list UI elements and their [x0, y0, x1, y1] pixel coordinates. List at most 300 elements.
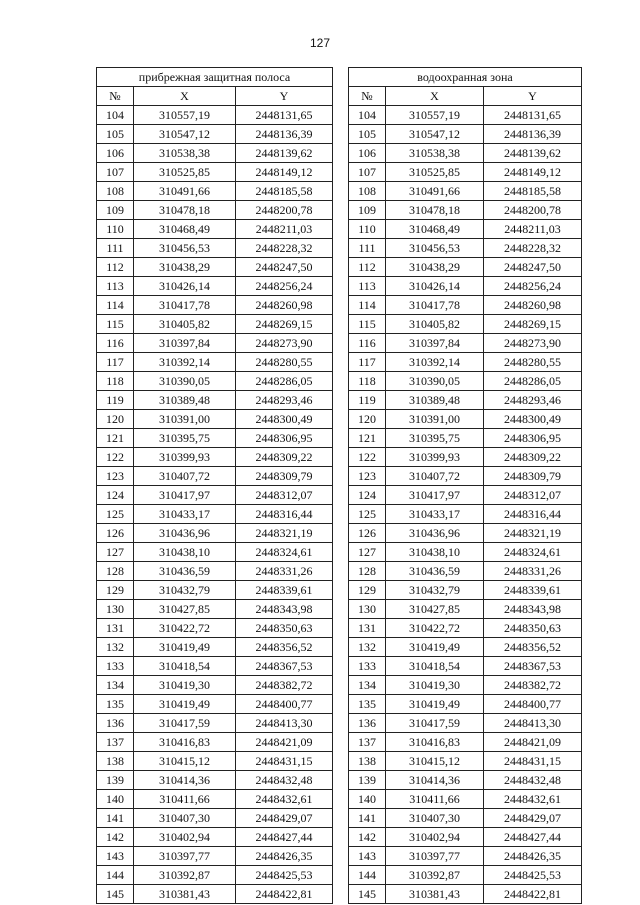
right-point-number-cell: 111 — [349, 239, 386, 258]
left-x-coordinate-cell: 310397,77 — [134, 847, 236, 866]
right-x-coordinate-cell: 310395,75 — [386, 429, 484, 448]
table-gap — [333, 543, 349, 562]
left-point-number-cell: 132 — [97, 638, 134, 657]
right-point-number-cell: 145 — [349, 885, 386, 904]
left-y-coordinate-cell: 2448432,48 — [236, 771, 333, 790]
right-point-number-cell: 113 — [349, 277, 386, 296]
right-header-y: Y — [484, 87, 582, 106]
table-row — [97, 847, 582, 866]
left-x-coordinate-cell: 310402,94 — [134, 828, 236, 847]
table-gap — [333, 695, 349, 714]
left-point-number-cell: 104 — [97, 106, 134, 125]
right-x-coordinate-cell: 310392,87 — [386, 866, 484, 885]
left-point-number-cell: 121 — [97, 429, 134, 448]
left-x-coordinate-cell: 310491,66 — [134, 182, 236, 201]
table-row — [97, 524, 582, 543]
table-gap — [333, 296, 349, 315]
left-point-number-cell: 112 — [97, 258, 134, 277]
left-x-coordinate-cell: 310456,53 — [134, 239, 236, 258]
table-gap — [333, 182, 349, 201]
right-point-number-cell: 136 — [349, 714, 386, 733]
left-point-number-cell: 142 — [97, 828, 134, 847]
left-x-coordinate-cell: 310478,18 — [134, 201, 236, 220]
table-row — [97, 239, 582, 258]
table-row — [97, 201, 582, 220]
right-point-number-cell: 138 — [349, 752, 386, 771]
table-gap — [333, 467, 349, 486]
table-row — [97, 391, 582, 410]
right-x-coordinate-cell: 310432,79 — [386, 581, 484, 600]
left-x-coordinate-cell: 310436,59 — [134, 562, 236, 581]
right-x-coordinate-cell: 310538,38 — [386, 144, 484, 163]
right-x-coordinate-cell: 310491,66 — [386, 182, 484, 201]
table-gap — [333, 600, 349, 619]
left-x-coordinate-cell: 310417,78 — [134, 296, 236, 315]
left-y-coordinate-cell: 2448350,63 — [236, 619, 333, 638]
left-point-number-cell: 105 — [97, 125, 134, 144]
right-y-coordinate-cell: 2448356,52 — [484, 638, 582, 657]
left-y-coordinate-cell: 2448228,32 — [236, 239, 333, 258]
left-point-number-cell: 108 — [97, 182, 134, 201]
left-y-coordinate-cell: 2448312,07 — [236, 486, 333, 505]
left-x-coordinate-cell: 310417,97 — [134, 486, 236, 505]
right-point-number-cell: 143 — [349, 847, 386, 866]
right-x-coordinate-cell: 310456,53 — [386, 239, 484, 258]
right-y-coordinate-cell: 2448429,07 — [484, 809, 582, 828]
table-gap — [333, 733, 349, 752]
table-gap — [333, 714, 349, 733]
right-y-coordinate-cell: 2448280,55 — [484, 353, 582, 372]
table-row — [97, 657, 582, 676]
right-point-number-cell: 139 — [349, 771, 386, 790]
table-gap — [333, 752, 349, 771]
table-row — [97, 144, 582, 163]
right-y-coordinate-cell: 2448185,58 — [484, 182, 582, 201]
right-x-coordinate-cell: 310427,85 — [386, 600, 484, 619]
left-point-number-cell: 144 — [97, 866, 134, 885]
left-point-number-cell: 130 — [97, 600, 134, 619]
table-row — [97, 543, 582, 562]
left-y-coordinate-cell: 2448343,98 — [236, 600, 333, 619]
right-y-coordinate-cell: 2448343,98 — [484, 600, 582, 619]
table-row — [97, 486, 582, 505]
left-y-coordinate-cell: 2448432,61 — [236, 790, 333, 809]
left-point-number-cell: 123 — [97, 467, 134, 486]
left-y-coordinate-cell: 2448425,53 — [236, 866, 333, 885]
right-y-coordinate-cell: 2448339,61 — [484, 581, 582, 600]
right-y-coordinate-cell: 2448413,30 — [484, 714, 582, 733]
left-x-coordinate-cell: 310397,84 — [134, 334, 236, 353]
left-y-coordinate-cell: 2448421,09 — [236, 733, 333, 752]
left-y-coordinate-cell: 2448309,79 — [236, 467, 333, 486]
left-x-coordinate-cell: 310392,87 — [134, 866, 236, 885]
right-x-coordinate-cell: 310557,19 — [386, 106, 484, 125]
table-gap — [333, 809, 349, 828]
left-point-number-cell: 131 — [97, 619, 134, 638]
right-y-coordinate-cell: 2448139,62 — [484, 144, 582, 163]
table-row — [97, 106, 582, 125]
left-point-number-cell: 126 — [97, 524, 134, 543]
right-y-coordinate-cell: 2448350,63 — [484, 619, 582, 638]
right-x-coordinate-cell: 310405,82 — [386, 315, 484, 334]
right-x-coordinate-cell: 310397,84 — [386, 334, 484, 353]
right-point-number-cell: 129 — [349, 581, 386, 600]
right-point-number-cell: 134 — [349, 676, 386, 695]
right-point-number-cell: 109 — [349, 201, 386, 220]
right-x-coordinate-cell: 310414,36 — [386, 771, 484, 790]
left-x-coordinate-cell: 310418,54 — [134, 657, 236, 676]
right-x-coordinate-cell: 310438,29 — [386, 258, 484, 277]
table-row — [97, 429, 582, 448]
left-point-number-cell: 109 — [97, 201, 134, 220]
table-body — [97, 106, 582, 904]
right-x-coordinate-cell: 310392,14 — [386, 353, 484, 372]
right-x-coordinate-cell: 310433,17 — [386, 505, 484, 524]
left-point-number-cell: 114 — [97, 296, 134, 315]
table-gap — [333, 619, 349, 638]
right-point-number-cell: 112 — [349, 258, 386, 277]
table-row — [97, 410, 582, 429]
right-x-coordinate-cell: 310436,96 — [386, 524, 484, 543]
left-y-coordinate-cell: 2448286,05 — [236, 372, 333, 391]
left-x-coordinate-cell: 310468,49 — [134, 220, 236, 239]
left-y-coordinate-cell: 2448339,61 — [236, 581, 333, 600]
table-gap — [333, 885, 349, 904]
table-row — [97, 752, 582, 771]
right-y-coordinate-cell: 2448321,19 — [484, 524, 582, 543]
right-x-coordinate-cell: 310525,85 — [386, 163, 484, 182]
right-point-number-cell: 121 — [349, 429, 386, 448]
right-x-coordinate-cell: 310407,72 — [386, 467, 484, 486]
right-x-coordinate-cell: 310390,05 — [386, 372, 484, 391]
right-y-coordinate-cell: 2448293,46 — [484, 391, 582, 410]
table-row — [97, 334, 582, 353]
left-x-coordinate-cell: 310381,43 — [134, 885, 236, 904]
table-row — [97, 885, 582, 904]
left-point-number-cell: 134 — [97, 676, 134, 695]
left-point-number-cell: 139 — [97, 771, 134, 790]
right-point-number-cell: 128 — [349, 562, 386, 581]
left-y-coordinate-cell: 2448382,72 — [236, 676, 333, 695]
left-x-coordinate-cell: 310414,36 — [134, 771, 236, 790]
right-point-number-cell: 141 — [349, 809, 386, 828]
right-x-coordinate-cell: 310478,18 — [386, 201, 484, 220]
right-y-coordinate-cell: 2448382,72 — [484, 676, 582, 695]
table-row — [97, 277, 582, 296]
right-y-coordinate-cell: 2448306,95 — [484, 429, 582, 448]
right-point-number-cell: 124 — [349, 486, 386, 505]
left-point-number-cell: 107 — [97, 163, 134, 182]
right-y-coordinate-cell: 2448286,05 — [484, 372, 582, 391]
left-y-coordinate-cell: 2448306,95 — [236, 429, 333, 448]
left-x-coordinate-cell: 310525,85 — [134, 163, 236, 182]
left-y-coordinate-cell: 2448260,98 — [236, 296, 333, 315]
table-gap — [333, 448, 349, 467]
right-y-coordinate-cell: 2448309,22 — [484, 448, 582, 467]
left-y-coordinate-cell: 2448200,78 — [236, 201, 333, 220]
right-x-coordinate-cell: 310407,30 — [386, 809, 484, 828]
table-row — [97, 562, 582, 581]
right-x-coordinate-cell: 310422,72 — [386, 619, 484, 638]
table-gap — [333, 68, 349, 87]
right-point-number-cell: 140 — [349, 790, 386, 809]
table-gap — [333, 410, 349, 429]
left-x-coordinate-cell: 310417,59 — [134, 714, 236, 733]
right-y-coordinate-cell: 2448131,65 — [484, 106, 582, 125]
left-point-number-cell: 106 — [97, 144, 134, 163]
right-header-x: X — [386, 87, 484, 106]
left-x-coordinate-cell: 310419,49 — [134, 638, 236, 657]
right-x-coordinate-cell: 310381,43 — [386, 885, 484, 904]
right-y-coordinate-cell: 2448422,81 — [484, 885, 582, 904]
right-x-coordinate-cell: 310419,49 — [386, 695, 484, 714]
right-y-coordinate-cell: 2448269,15 — [484, 315, 582, 334]
left-x-coordinate-cell: 310433,17 — [134, 505, 236, 524]
table-row — [97, 619, 582, 638]
left-x-coordinate-cell: 310389,48 — [134, 391, 236, 410]
left-y-coordinate-cell: 2448367,53 — [236, 657, 333, 676]
table-gap — [333, 315, 349, 334]
left-point-number-cell: 135 — [97, 695, 134, 714]
right-x-coordinate-cell: 310402,94 — [386, 828, 484, 847]
left-point-number-cell: 118 — [97, 372, 134, 391]
table-gap — [333, 277, 349, 296]
right-y-coordinate-cell: 2448149,12 — [484, 163, 582, 182]
right-y-coordinate-cell: 2448400,77 — [484, 695, 582, 714]
right-point-number-cell: 116 — [349, 334, 386, 353]
right-y-coordinate-cell: 2448260,98 — [484, 296, 582, 315]
table-row — [97, 125, 582, 144]
left-y-coordinate-cell: 2448211,03 — [236, 220, 333, 239]
table-row — [97, 467, 582, 486]
left-x-coordinate-cell: 310438,10 — [134, 543, 236, 562]
right-point-number-cell: 144 — [349, 866, 386, 885]
table-gap — [333, 163, 349, 182]
right-point-number-cell: 107 — [349, 163, 386, 182]
table-row — [97, 790, 582, 809]
table-gap — [333, 334, 349, 353]
table-row — [97, 638, 582, 657]
right-point-number-cell: 122 — [349, 448, 386, 467]
right-x-coordinate-cell: 310416,83 — [386, 733, 484, 752]
table-gap — [333, 638, 349, 657]
right-y-coordinate-cell: 2448427,44 — [484, 828, 582, 847]
table-gap — [333, 828, 349, 847]
right-x-coordinate-cell: 310417,97 — [386, 486, 484, 505]
left-y-coordinate-cell: 2448413,30 — [236, 714, 333, 733]
left-y-coordinate-cell: 2448149,12 — [236, 163, 333, 182]
right-x-coordinate-cell: 310426,14 — [386, 277, 484, 296]
right-y-coordinate-cell: 2448200,78 — [484, 201, 582, 220]
left-x-coordinate-cell: 310395,75 — [134, 429, 236, 448]
right-x-coordinate-cell: 310415,12 — [386, 752, 484, 771]
left-y-coordinate-cell: 2448300,49 — [236, 410, 333, 429]
right-point-number-cell: 137 — [349, 733, 386, 752]
right-x-coordinate-cell: 310438,10 — [386, 543, 484, 562]
right-x-coordinate-cell: 310418,54 — [386, 657, 484, 676]
right-x-coordinate-cell: 310399,93 — [386, 448, 484, 467]
right-x-coordinate-cell: 310468,49 — [386, 220, 484, 239]
right-point-number-cell: 120 — [349, 410, 386, 429]
table-gap — [333, 106, 349, 125]
table-gap — [333, 790, 349, 809]
left-x-coordinate-cell: 310405,82 — [134, 315, 236, 334]
left-y-coordinate-cell: 2448429,07 — [236, 809, 333, 828]
right-point-number-cell: 110 — [349, 220, 386, 239]
right-x-coordinate-cell: 310419,49 — [386, 638, 484, 657]
table-gap — [333, 125, 349, 144]
left-table-title: прибрежная защитная полоса — [97, 68, 333, 87]
table-row — [97, 866, 582, 885]
right-point-number-cell: 104 — [349, 106, 386, 125]
right-y-coordinate-cell: 2448312,07 — [484, 486, 582, 505]
right-point-number-cell: 114 — [349, 296, 386, 315]
left-x-coordinate-cell: 310416,83 — [134, 733, 236, 752]
left-x-coordinate-cell: 310419,30 — [134, 676, 236, 695]
left-point-number-cell: 127 — [97, 543, 134, 562]
right-point-number-cell: 118 — [349, 372, 386, 391]
left-x-coordinate-cell: 310411,66 — [134, 790, 236, 809]
right-y-coordinate-cell: 2448211,03 — [484, 220, 582, 239]
left-y-coordinate-cell: 2448293,46 — [236, 391, 333, 410]
right-point-number-cell: 130 — [349, 600, 386, 619]
table-gap — [333, 258, 349, 277]
left-point-number-cell: 124 — [97, 486, 134, 505]
left-y-coordinate-cell: 2448139,62 — [236, 144, 333, 163]
left-x-coordinate-cell: 310426,14 — [134, 277, 236, 296]
right-y-coordinate-cell: 2448136,39 — [484, 125, 582, 144]
right-x-coordinate-cell: 310419,30 — [386, 676, 484, 695]
table-title-row — [97, 68, 582, 87]
table-row — [97, 163, 582, 182]
table-gap — [333, 201, 349, 220]
table-row — [97, 695, 582, 714]
table-row — [97, 771, 582, 790]
right-point-number-cell: 133 — [349, 657, 386, 676]
right-x-coordinate-cell: 310411,66 — [386, 790, 484, 809]
left-point-number-cell: 117 — [97, 353, 134, 372]
left-y-coordinate-cell: 2448136,39 — [236, 125, 333, 144]
right-x-coordinate-cell: 310417,59 — [386, 714, 484, 733]
left-x-coordinate-cell: 310415,12 — [134, 752, 236, 771]
table-gap — [333, 524, 349, 543]
left-point-number-cell: 141 — [97, 809, 134, 828]
table-row — [97, 448, 582, 467]
left-x-coordinate-cell: 310407,72 — [134, 467, 236, 486]
left-point-number-cell: 145 — [97, 885, 134, 904]
left-header-number: № — [97, 87, 134, 106]
right-y-coordinate-cell: 2448367,53 — [484, 657, 582, 676]
table-gap — [333, 353, 349, 372]
left-x-coordinate-cell: 310407,30 — [134, 809, 236, 828]
right-x-coordinate-cell: 310436,59 — [386, 562, 484, 581]
right-y-coordinate-cell: 2448256,24 — [484, 277, 582, 296]
right-y-coordinate-cell: 2448331,26 — [484, 562, 582, 581]
table-row — [97, 296, 582, 315]
left-y-coordinate-cell: 2448280,55 — [236, 353, 333, 372]
table-header-row — [97, 87, 582, 106]
left-y-coordinate-cell: 2448131,65 — [236, 106, 333, 125]
left-x-coordinate-cell: 310419,49 — [134, 695, 236, 714]
right-y-coordinate-cell: 2448273,90 — [484, 334, 582, 353]
left-y-coordinate-cell: 2448185,58 — [236, 182, 333, 201]
table-gap — [333, 372, 349, 391]
left-point-number-cell: 125 — [97, 505, 134, 524]
left-y-coordinate-cell: 2448321,19 — [236, 524, 333, 543]
table-gap — [333, 429, 349, 448]
right-header-number: № — [349, 87, 386, 106]
table-row — [97, 581, 582, 600]
left-y-coordinate-cell: 2448269,15 — [236, 315, 333, 334]
right-y-coordinate-cell: 2448324,61 — [484, 543, 582, 562]
table-row — [97, 505, 582, 524]
left-point-number-cell: 113 — [97, 277, 134, 296]
table-row — [97, 809, 582, 828]
table-gap — [333, 771, 349, 790]
left-y-coordinate-cell: 2448331,26 — [236, 562, 333, 581]
left-y-coordinate-cell: 2448400,77 — [236, 695, 333, 714]
left-x-coordinate-cell: 310392,14 — [134, 353, 236, 372]
left-x-coordinate-cell: 310538,38 — [134, 144, 236, 163]
table-gap — [333, 486, 349, 505]
right-y-coordinate-cell: 2448228,32 — [484, 239, 582, 258]
right-point-number-cell: 142 — [349, 828, 386, 847]
table-gap — [333, 391, 349, 410]
table-row — [97, 676, 582, 695]
right-y-coordinate-cell: 2448421,09 — [484, 733, 582, 752]
left-point-number-cell: 138 — [97, 752, 134, 771]
table-gap — [333, 87, 349, 106]
right-point-number-cell: 126 — [349, 524, 386, 543]
right-x-coordinate-cell: 310417,78 — [386, 296, 484, 315]
left-header-y: Y — [236, 87, 333, 106]
left-point-number-cell: 116 — [97, 334, 134, 353]
left-x-coordinate-cell: 310422,72 — [134, 619, 236, 638]
left-point-number-cell: 140 — [97, 790, 134, 809]
left-x-coordinate-cell: 310438,29 — [134, 258, 236, 277]
left-y-coordinate-cell: 2448427,44 — [236, 828, 333, 847]
table-gap — [333, 657, 349, 676]
left-x-coordinate-cell: 310547,12 — [134, 125, 236, 144]
table-row — [97, 353, 582, 372]
table-gap — [333, 239, 349, 258]
right-y-coordinate-cell: 2448425,53 — [484, 866, 582, 885]
left-y-coordinate-cell: 2448256,24 — [236, 277, 333, 296]
coordinates-table — [96, 67, 582, 904]
left-point-number-cell: 111 — [97, 239, 134, 258]
table-row — [97, 220, 582, 239]
right-y-coordinate-cell: 2448309,79 — [484, 467, 582, 486]
table-row — [97, 714, 582, 733]
left-x-coordinate-cell: 310390,05 — [134, 372, 236, 391]
table-gap — [333, 505, 349, 524]
right-point-number-cell: 106 — [349, 144, 386, 163]
left-x-coordinate-cell: 310391,00 — [134, 410, 236, 429]
left-point-number-cell: 110 — [97, 220, 134, 239]
right-y-coordinate-cell: 2448247,50 — [484, 258, 582, 277]
left-point-number-cell: 128 — [97, 562, 134, 581]
left-point-number-cell: 115 — [97, 315, 134, 334]
table-row — [97, 258, 582, 277]
table-gap — [333, 676, 349, 695]
left-y-coordinate-cell: 2448422,81 — [236, 885, 333, 904]
table-gap — [333, 562, 349, 581]
left-point-number-cell: 120 — [97, 410, 134, 429]
table-row — [97, 182, 582, 201]
left-y-coordinate-cell: 2448431,15 — [236, 752, 333, 771]
right-y-coordinate-cell: 2448432,48 — [484, 771, 582, 790]
right-point-number-cell: 132 — [349, 638, 386, 657]
